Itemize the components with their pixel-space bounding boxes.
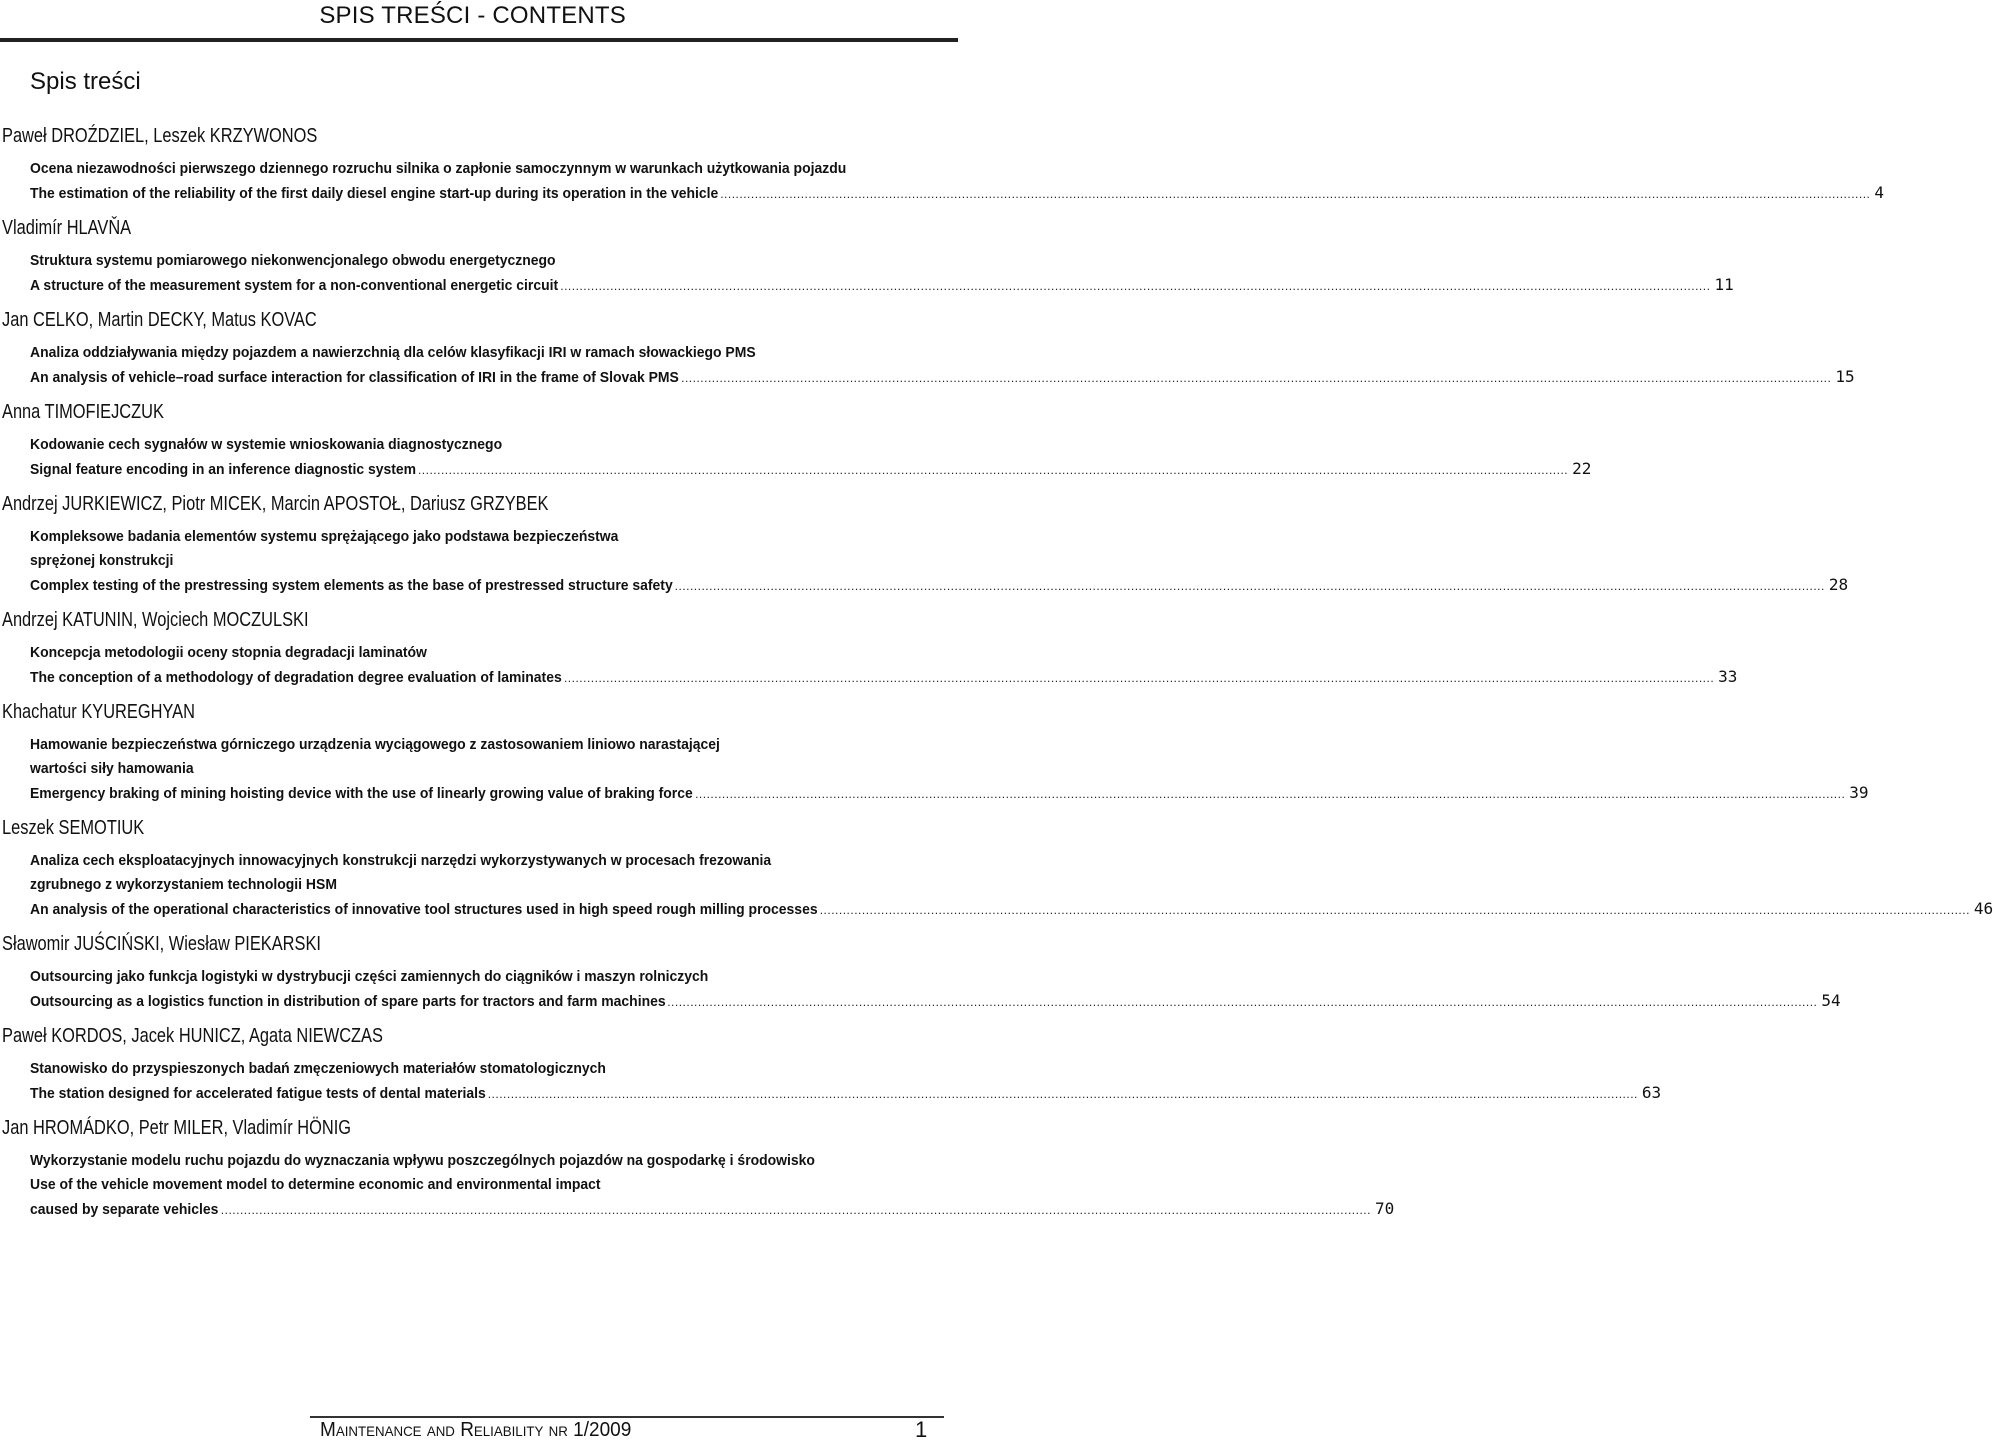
- entry-title-line: [30, 849, 956, 873]
- entry-page-number: 28: [1828, 575, 1849, 594]
- entry-page-number: 70: [1374, 1199, 1395, 1218]
- entry-title-line: [30, 1057, 956, 1081]
- footer-journal: [320, 1419, 631, 1442]
- entry-title-line: [30, 157, 956, 181]
- entry-authors: Khachatur KYUREGHYAN: [2, 701, 195, 723]
- entry-title-text: Kodowanie cech sygnałów w systemie wnioskowania diagnostycznego: [30, 436, 503, 453]
- leader-dots: ............................................................................................................................................................................................................................................................................................................: [563, 671, 1715, 685]
- entry-title-text: The estimation of the reliability of the first daily diesel engine start-up during its operation in the vehicle: [30, 182, 670, 206]
- toc-entry[interactable]: [0, 931, 1841, 1013]
- leader-dots: ............................................................................................................................................................................................................................................................................................................: [819, 903, 1970, 917]
- header-title: SPIS TREŚCI - CONTENTS: [319, 2, 626, 29]
- entry-page-number: 15: [1835, 367, 1855, 386]
- leader-dots: ............................................................................................................................................................................................................................................................................................................: [667, 995, 1818, 1009]
- entry-page-number: 46: [1973, 899, 1993, 918]
- entry-page-number: 22: [1572, 459, 1592, 478]
- entry-title-text: An analysis of the operational characteristics of innovative tool structures used in high speed rough milling processes: [30, 898, 763, 922]
- entry-title-text: Ocena niezawodności pierwszego dziennego rozruchu silnika o zapłonie samoczynnym w warunkach użytkowania pojazdu: [30, 160, 847, 177]
- entry-authors: Vladimír HLAVŇA: [2, 217, 132, 239]
- entry-title-line: [30, 181, 1885, 205]
- entry-title-line: [30, 341, 956, 365]
- entry-page-number: 4: [1874, 183, 1885, 202]
- entry-page-number: 54: [1821, 991, 1841, 1010]
- entry-title-line: [30, 965, 956, 989]
- entry-title-line: [30, 457, 1592, 481]
- entry-page-number: 33: [1718, 667, 1738, 686]
- entry-title-line: [30, 897, 1993, 921]
- footer-page-number: 1: [915, 1417, 928, 1442]
- entry-title-line: [30, 757, 956, 781]
- entry-title-text: Emergency braking of mining hoisting device with the use of linearly growing value of braking force: [30, 782, 647, 806]
- entry-title-text: Signal feature encoding in an inference diagnostic system: [30, 458, 389, 482]
- entry-title-text: Use of the vehicle movement model to determine economic and environmental impact: [30, 1176, 601, 1193]
- entry-title-line: [30, 781, 1869, 805]
- entry-title-line: [30, 665, 1738, 689]
- entry-title-line: [30, 433, 956, 457]
- toc-entry[interactable]: [0, 399, 1592, 481]
- entry-title-text: Hamowanie bezpieczeństwa górniczego urządzenia wyciągowego z zastosowaniem liniowo narastającej: [30, 736, 720, 753]
- entry-title-text: An analysis of vehicle–road surface interaction for classification of IRI in the frame of Slovak PMS: [30, 366, 634, 390]
- entry-title-text: The conception of a methodology of degradation degree evaluation of laminates: [30, 666, 525, 690]
- entry-title-text: Outsourcing jako funkcja logistyki w dystrybucji części zamiennych do ciągników i maszyn rolniczych: [30, 968, 709, 985]
- entry-title-text: Analiza oddziaływania między pojazdem a nawierzchnią dla celów klasyfikacji IRI w ramach słowackiego PMS: [30, 344, 756, 361]
- toc-entry[interactable]: [0, 607, 1738, 689]
- entry-title-text: A structure of the measurement system for a non-conventional energetic circuit: [30, 274, 521, 298]
- leader-dots: ............................................................................................................................................................................................................................................................................................................: [417, 463, 1569, 477]
- toc-entry[interactable]: [0, 215, 1734, 297]
- entry-authors: Sławomir JUŚCIŃSKI, Wiesław PIEKARSKI: [2, 933, 321, 955]
- toc-entry[interactable]: [0, 123, 1885, 205]
- entry-title-line: [30, 1081, 1662, 1105]
- entry-title-text: Analiza cech eksploatacyjnych innowacyjnych konstrukcji narzędzi wykorzystywanych w procesach frezowania: [30, 852, 772, 869]
- toc-entry[interactable]: [0, 307, 1855, 389]
- leader-dots: ............................................................................................................................................................................................................................................................................................................: [220, 1203, 1371, 1217]
- entry-title-line: [30, 1197, 1395, 1221]
- entry-authors: Jan CELKO, Martin DECKY, Matus KOVAC: [2, 309, 317, 331]
- entry-title-line: [30, 873, 956, 897]
- entry-title-line: [30, 989, 1841, 1013]
- entry-page-number: 11: [1714, 275, 1734, 294]
- entry-title-text: zgrubnego z wykorzystaniem technologii HSM: [30, 876, 337, 893]
- entry-title-line: [30, 273, 1734, 297]
- entry-title-line: [30, 733, 956, 757]
- entry-title-text: Wykorzystanie modelu ruchu pojazdu do wyznaczania wpływu poszczególnych pojazdów na gospodarkę i środowisko: [30, 1152, 815, 1169]
- header-rule: [0, 38, 958, 42]
- entry-title-line: [30, 1149, 956, 1173]
- entry-title-text: sprężonej konstrukcji: [30, 552, 174, 569]
- footer-journal-text: Maintenance and Reliability nr 1/2009: [320, 1419, 632, 1441]
- toc-heading: Spis treści: [30, 68, 141, 95]
- entry-title-line: [30, 573, 1849, 597]
- entry-title-text: wartości siły hamowania: [30, 760, 194, 777]
- leader-dots: ............................................................................................................................................................................................................................................................................................................: [720, 187, 1871, 201]
- entry-title-text: Kompleksowe badania elementów systemu sprężającego jako podstawa bezpieczeństwa: [30, 528, 619, 545]
- entry-title-text: Outsourcing as a logistics function in distribution of spare parts for tractors and farm machines: [30, 990, 621, 1014]
- toc-entry[interactable]: [0, 815, 1993, 921]
- entry-title-text: The station designed for accelerated fatigue tests of dental materials: [30, 1082, 454, 1106]
- leader-dots: ............................................................................................................................................................................................................................................................................................................: [681, 371, 1832, 385]
- leader-dots: ............................................................................................................................................................................................................................................................................................................: [487, 1087, 1638, 1101]
- entry-title-line: [30, 641, 956, 665]
- entry-page-number: 63: [1641, 1083, 1662, 1102]
- entry-authors: Leszek SEMOTIUK: [2, 817, 145, 839]
- entry-title-line: [30, 525, 956, 549]
- leader-dots: ............................................................................................................................................................................................................................................................................................................: [674, 579, 1825, 593]
- entry-authors: Andrzej KATUNIN, Wojciech MOCZULSKI: [2, 609, 309, 631]
- entry-authors: Andrzej JURKIEWICZ, Piotr MICEK, Marcin APOSTOŁ, Dariusz GRZYBEK: [2, 493, 549, 515]
- footer-rule: [310, 1416, 944, 1418]
- toc-entry[interactable]: [0, 1023, 1662, 1105]
- entry-authors: Paweł DROŹDZIEL, Leszek KRZYWONOS: [2, 125, 318, 147]
- entry-authors: Paweł KORDOS, Jacek HUNICZ, Agata NIEWCZAS: [2, 1025, 383, 1047]
- leader-dots: ............................................................................................................................................................................................................................................................................................................: [695, 787, 1846, 801]
- entry-title-line: [30, 549, 956, 573]
- toc-entry[interactable]: [0, 1115, 1395, 1221]
- entry-authors: Anna TIMOFIEJCZUK: [2, 401, 164, 423]
- entry-authors: Jan HROMÁDKO, Petr MILER, Vladimír HÖNIG: [2, 1117, 352, 1139]
- leader-dots: ............................................................................................................................................................................................................................................................................................................: [560, 279, 1711, 293]
- entry-title-text: caused by separate vehicles: [30, 1198, 206, 1222]
- entry-title-text: Koncepcja metodologii oceny stopnia degradacji laminatów: [30, 644, 427, 661]
- toc-entry[interactable]: [0, 699, 1869, 805]
- entry-title-line: [30, 1173, 956, 1197]
- toc-entry[interactable]: [0, 491, 1849, 597]
- toc-entries: [0, 123, 1993, 1231]
- entry-title-line: [30, 365, 1855, 389]
- entry-title-text: Stanowisko do przyspieszonych badań zmęczeniowych materiałów stomatologicznych: [30, 1060, 606, 1077]
- entry-title-text: Complex testing of the prestressing system elements as the base of prestressed structure safety: [30, 574, 628, 598]
- entry-page-number: 39: [1849, 783, 1869, 802]
- entry-title-text: Struktura systemu pomiarowego niekonwencjonalego obwodu energetycznego: [30, 252, 556, 269]
- entry-title-line: [30, 249, 956, 273]
